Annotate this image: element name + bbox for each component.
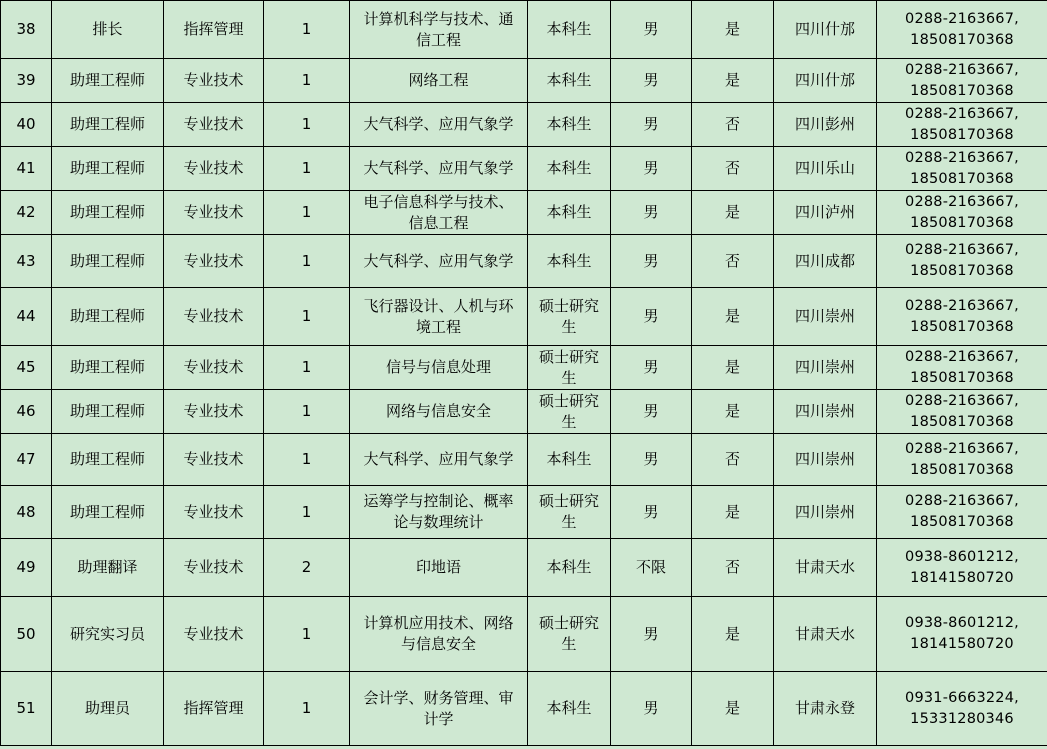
contact-phone-line: 18508170368 bbox=[910, 514, 1014, 530]
party-requirement-cell: 是 bbox=[692, 59, 774, 103]
major-requirement-line: 运筹学与控制论、概率 bbox=[363, 492, 514, 510]
degree-requirement-line: 本科生 bbox=[546, 251, 592, 270]
degree-requirement-line: 本科生 bbox=[546, 450, 592, 468]
table-row bbox=[1, 486, 1047, 539]
degree-requirement-cell bbox=[528, 235, 611, 288]
hire-count-cell: 1 bbox=[264, 346, 350, 390]
row-number-cell: 41 bbox=[1, 147, 52, 191]
degree-requirement-line: 硕士研究 bbox=[538, 492, 599, 510]
table-row bbox=[1, 390, 1047, 434]
contact-phone-line: 0288-2163667, bbox=[905, 149, 1019, 166]
contact-phone-line: 18508170368 bbox=[910, 126, 1014, 143]
position-type-cell: 专业技术 bbox=[164, 103, 264, 147]
gender-requirement-cell: 男 bbox=[611, 434, 692, 486]
degree-requirement-cell bbox=[528, 434, 611, 486]
gender-requirement-cell: 男 bbox=[611, 147, 692, 191]
major-requirement-cell bbox=[350, 539, 528, 597]
gender-requirement-cell: 男 bbox=[611, 597, 692, 672]
contact-phone-cell bbox=[877, 539, 1047, 597]
hire-count-cell: 1 bbox=[264, 597, 350, 672]
contact-phone-line: 0931-6663224, bbox=[905, 689, 1019, 706]
row-number-cell: 40 bbox=[1, 103, 52, 147]
party-requirement-cell: 否 bbox=[692, 539, 774, 597]
position-title-cell: 助理工程师 bbox=[52, 486, 164, 539]
major-requirement-line: 会计学、财务管理、审 bbox=[363, 688, 514, 707]
contact-phone-line: 0288-2163667, bbox=[905, 10, 1019, 27]
gender-requirement-cell: 男 bbox=[611, 672, 692, 746]
position-title-cell: 研究实习员 bbox=[52, 597, 164, 672]
party-requirement-cell: 是 bbox=[692, 288, 774, 346]
table-row bbox=[1, 235, 1047, 288]
position-type-cell: 指挥管理 bbox=[164, 672, 264, 746]
major-requirement-cell bbox=[350, 486, 528, 539]
work-location-cell: 四川什邡 bbox=[774, 59, 877, 103]
row-number-cell: 39 bbox=[1, 59, 52, 103]
gender-requirement-cell: 男 bbox=[611, 390, 692, 434]
contact-phone-cell bbox=[877, 390, 1047, 434]
position-type-cell: 专业技术 bbox=[164, 191, 264, 235]
contact-phone-line: 0288-2163667, bbox=[905, 105, 1019, 122]
position-type-cell: 专业技术 bbox=[164, 539, 264, 597]
party-requirement-cell: 是 bbox=[692, 486, 774, 539]
hire-count-cell: 1 bbox=[264, 1, 350, 59]
contact-phone-cell bbox=[877, 346, 1047, 390]
work-location-cell: 甘肃天水 bbox=[774, 597, 877, 672]
party-requirement-cell: 是 bbox=[692, 1, 774, 59]
degree-requirement-cell bbox=[528, 1, 611, 59]
major-requirement-line: 电子信息科学与技术、 bbox=[363, 192, 514, 211]
degree-requirement-cell bbox=[528, 486, 611, 539]
hire-count-cell: 2 bbox=[264, 539, 350, 597]
position-type-cell: 专业技术 bbox=[164, 59, 264, 103]
contact-phone-line: 18508170368 bbox=[910, 413, 1014, 430]
position-type-cell: 专业技术 bbox=[164, 486, 264, 539]
contact-phone-line: 0288-2163667, bbox=[905, 242, 1019, 258]
degree-requirement-cell bbox=[528, 346, 611, 390]
row-number-cell: 42 bbox=[1, 191, 52, 235]
degree-requirement-line: 硕士研究 bbox=[538, 391, 599, 410]
table-row bbox=[1, 191, 1047, 235]
contact-phone-line: 0288-2163667, bbox=[905, 348, 1019, 365]
position-title-cell: 助理工程师 bbox=[52, 59, 164, 103]
work-location-cell: 四川崇州 bbox=[774, 390, 877, 434]
position-title-cell: 助理工程师 bbox=[52, 390, 164, 434]
work-location-cell: 四川乐山 bbox=[774, 147, 877, 191]
degree-requirement-line: 生 bbox=[561, 635, 577, 653]
gender-requirement-cell: 男 bbox=[611, 288, 692, 346]
work-location-cell: 甘肃永登 bbox=[774, 672, 877, 746]
table-row bbox=[1, 434, 1047, 486]
contact-phone-line: 18141580720 bbox=[910, 569, 1014, 586]
hire-count-cell: 1 bbox=[264, 103, 350, 147]
contact-phone-line: 0288-2163667, bbox=[905, 392, 1019, 409]
table-row bbox=[1, 59, 1047, 103]
gender-requirement-cell: 不限 bbox=[611, 539, 692, 597]
work-location-cell: 四川成都 bbox=[774, 235, 877, 288]
major-requirement-cell bbox=[350, 147, 528, 191]
major-requirement-line: 计学 bbox=[423, 709, 454, 728]
gender-requirement-cell: 男 bbox=[611, 1, 692, 59]
position-title-cell: 助理员 bbox=[52, 672, 164, 746]
work-location-cell: 四川崇州 bbox=[774, 434, 877, 486]
row-number-cell: 46 bbox=[1, 390, 52, 434]
major-requirement-cell bbox=[350, 390, 528, 434]
degree-requirement-line: 本科生 bbox=[546, 159, 592, 177]
contact-phone-line: 18508170368 bbox=[910, 82, 1014, 99]
major-requirement-cell bbox=[350, 346, 528, 390]
gender-requirement-cell: 男 bbox=[611, 59, 692, 103]
contact-phone-line: 0288-2163667, bbox=[905, 440, 1019, 457]
major-requirement-line: 飞行器设计、人机与环 bbox=[363, 296, 514, 315]
hire-count-cell: 1 bbox=[264, 191, 350, 235]
degree-requirement-line: 生 bbox=[561, 368, 577, 387]
major-requirement-line: 印地语 bbox=[415, 558, 461, 576]
gender-requirement-cell: 男 bbox=[611, 235, 692, 288]
table-row bbox=[1, 1, 1047, 59]
contact-phone-line: 18508170368 bbox=[910, 263, 1014, 279]
degree-requirement-line: 生 bbox=[561, 513, 577, 531]
table-row bbox=[1, 103, 1047, 147]
hire-count-cell: 1 bbox=[264, 672, 350, 746]
major-requirement-line: 计算机科学与技术、通 bbox=[363, 9, 514, 28]
contact-phone-cell bbox=[877, 103, 1047, 147]
major-requirement-line: 大气科学、应用气象学 bbox=[363, 450, 514, 468]
work-location-cell: 四川崇州 bbox=[774, 486, 877, 539]
position-type-cell: 专业技术 bbox=[164, 147, 264, 191]
major-requirement-cell bbox=[350, 288, 528, 346]
position-type-cell: 指挥管理 bbox=[164, 1, 264, 59]
contact-phone-cell bbox=[877, 597, 1047, 672]
contact-phone-line: 18508170368 bbox=[910, 461, 1014, 478]
table-row bbox=[1, 672, 1047, 746]
contact-phone-cell bbox=[877, 59, 1047, 103]
position-title-cell: 助理翻译 bbox=[52, 539, 164, 597]
degree-requirement-line: 本科生 bbox=[546, 558, 592, 576]
major-requirement-cell bbox=[350, 597, 528, 672]
position-title-cell: 助理工程师 bbox=[52, 147, 164, 191]
major-requirement-cell bbox=[350, 59, 528, 103]
table-body bbox=[1, 1, 1047, 746]
hire-count-cell: 1 bbox=[264, 288, 350, 346]
party-requirement-cell: 否 bbox=[692, 103, 774, 147]
contact-phone-line: 0288-2163667, bbox=[905, 297, 1019, 314]
party-requirement-cell: 是 bbox=[692, 390, 774, 434]
gender-requirement-cell: 男 bbox=[611, 346, 692, 390]
party-requirement-cell: 是 bbox=[692, 672, 774, 746]
hire-count-cell: 1 bbox=[264, 147, 350, 191]
table-row bbox=[1, 539, 1047, 597]
position-type-cell: 专业技术 bbox=[164, 390, 264, 434]
contact-phone-line: 0938-8601212, bbox=[905, 615, 1019, 631]
contact-phone-line: 0288-2163667, bbox=[905, 61, 1019, 78]
work-location-cell: 四川崇州 bbox=[774, 346, 877, 390]
contact-phone-cell bbox=[877, 486, 1047, 539]
degree-requirement-cell bbox=[528, 597, 611, 672]
major-requirement-line: 信工程 bbox=[415, 30, 461, 49]
position-title-cell: 助理工程师 bbox=[52, 235, 164, 288]
degree-requirement-line: 硕士研究 bbox=[538, 614, 599, 632]
row-number-cell: 47 bbox=[1, 434, 52, 486]
work-location-cell: 四川崇州 bbox=[774, 288, 877, 346]
row-number-cell: 49 bbox=[1, 539, 52, 597]
major-requirement-line: 网络与信息安全 bbox=[385, 402, 491, 420]
table-row bbox=[1, 346, 1047, 390]
major-requirement-line: 境工程 bbox=[415, 317, 461, 336]
position-type-cell: 专业技术 bbox=[164, 288, 264, 346]
degree-requirement-cell bbox=[528, 390, 611, 434]
degree-requirement-cell bbox=[528, 288, 611, 346]
contact-phone-line: 18508170368 bbox=[910, 214, 1014, 231]
major-requirement-cell bbox=[350, 235, 528, 288]
contact-phone-line: 18508170368 bbox=[910, 318, 1014, 335]
position-title-cell: 助理工程师 bbox=[52, 434, 164, 486]
contact-phone-line: 0288-2163667, bbox=[905, 193, 1019, 210]
degree-requirement-cell bbox=[528, 103, 611, 147]
contact-phone-line: 18508170368 bbox=[910, 369, 1014, 386]
degree-requirement-cell bbox=[528, 59, 611, 103]
major-requirement-cell bbox=[350, 191, 528, 235]
major-requirement-line: 大气科学、应用气象学 bbox=[363, 159, 514, 177]
contact-phone-line: 18508170368 bbox=[910, 31, 1014, 48]
degree-requirement-cell bbox=[528, 672, 611, 746]
work-location-cell: 四川什邡 bbox=[774, 1, 877, 59]
major-requirement-line: 信号与信息处理 bbox=[385, 358, 491, 376]
contact-phone-cell bbox=[877, 1, 1047, 59]
major-requirement-line: 论与数理统计 bbox=[393, 513, 484, 531]
contact-phone-line: 0938-8601212, bbox=[905, 548, 1019, 565]
degree-requirement-cell bbox=[528, 539, 611, 597]
party-requirement-cell: 是 bbox=[692, 191, 774, 235]
major-requirement-cell bbox=[350, 434, 528, 486]
party-requirement-cell: 否 bbox=[692, 235, 774, 288]
degree-requirement-line: 本科生 bbox=[546, 203, 592, 221]
hire-count-cell: 1 bbox=[264, 235, 350, 288]
degree-requirement-line: 本科生 bbox=[546, 699, 592, 717]
party-requirement-cell: 是 bbox=[692, 597, 774, 672]
degree-requirement-line: 生 bbox=[561, 412, 577, 431]
contact-phone-cell bbox=[877, 672, 1047, 746]
contact-phone-line: 15331280346 bbox=[910, 710, 1014, 727]
contact-phone-line: 0288-2163667, bbox=[905, 493, 1019, 509]
degree-requirement-cell bbox=[528, 147, 611, 191]
table-row bbox=[1, 147, 1047, 191]
position-title-cell: 助理工程师 bbox=[52, 346, 164, 390]
degree-requirement-line: 本科生 bbox=[546, 20, 592, 38]
contact-phone-line: 18508170368 bbox=[910, 170, 1014, 187]
work-location-cell: 四川彭州 bbox=[774, 103, 877, 147]
degree-requirement-line: 硕士研究 bbox=[538, 347, 599, 366]
major-requirement-line: 网络工程 bbox=[408, 71, 469, 89]
major-requirement-line: 计算机应用技术、网络 bbox=[363, 614, 514, 632]
contact-phone-line: 18141580720 bbox=[910, 636, 1014, 652]
position-title-cell: 助理工程师 bbox=[52, 191, 164, 235]
gender-requirement-cell: 男 bbox=[611, 486, 692, 539]
degree-requirement-line: 本科生 bbox=[546, 71, 592, 89]
party-requirement-cell: 否 bbox=[692, 434, 774, 486]
row-number-cell: 45 bbox=[1, 346, 52, 390]
contact-phone-cell bbox=[877, 434, 1047, 486]
major-requirement-line: 大气科学、应用气象学 bbox=[363, 115, 514, 133]
major-requirement-cell bbox=[350, 103, 528, 147]
major-requirement-line: 信息工程 bbox=[408, 213, 469, 232]
table-row bbox=[1, 597, 1047, 672]
position-type-cell: 专业技术 bbox=[164, 434, 264, 486]
hire-count-cell: 1 bbox=[264, 434, 350, 486]
row-number-cell: 43 bbox=[1, 235, 52, 288]
hire-count-cell: 1 bbox=[264, 390, 350, 434]
party-requirement-cell: 是 bbox=[692, 346, 774, 390]
degree-requirement-line: 本科生 bbox=[546, 115, 592, 133]
position-title-cell: 排长 bbox=[52, 1, 164, 59]
row-number-cell: 38 bbox=[1, 1, 52, 59]
contact-phone-cell bbox=[877, 235, 1047, 288]
position-type-cell: 专业技术 bbox=[164, 346, 264, 390]
table-row bbox=[1, 288, 1047, 346]
row-number-cell: 51 bbox=[1, 672, 52, 746]
degree-requirement-cell bbox=[528, 191, 611, 235]
gender-requirement-cell: 男 bbox=[611, 103, 692, 147]
major-requirement-line: 大气科学、应用气象学 bbox=[363, 251, 514, 270]
row-number-cell: 44 bbox=[1, 288, 52, 346]
position-type-cell: 专业技术 bbox=[164, 235, 264, 288]
position-title-cell: 助理工程师 bbox=[52, 288, 164, 346]
position-title-cell: 助理工程师 bbox=[52, 103, 164, 147]
work-location-cell: 四川泸州 bbox=[774, 191, 877, 235]
contact-phone-cell bbox=[877, 147, 1047, 191]
degree-requirement-line: 硕士研究 bbox=[538, 296, 599, 315]
hire-count-cell: 1 bbox=[264, 59, 350, 103]
hire-count-cell: 1 bbox=[264, 486, 350, 539]
major-requirement-line: 与信息安全 bbox=[400, 635, 476, 653]
party-requirement-cell: 否 bbox=[692, 147, 774, 191]
major-requirement-cell bbox=[350, 672, 528, 746]
major-requirement-cell bbox=[350, 1, 528, 59]
position-type-cell: 专业技术 bbox=[164, 597, 264, 672]
gender-requirement-cell: 男 bbox=[611, 191, 692, 235]
row-number-cell: 48 bbox=[1, 486, 52, 539]
work-location-cell: 甘肃天水 bbox=[774, 539, 877, 597]
contact-phone-cell bbox=[877, 191, 1047, 235]
contact-phone-cell bbox=[877, 288, 1047, 346]
degree-requirement-line: 生 bbox=[561, 317, 577, 336]
row-number-cell: 50 bbox=[1, 597, 52, 672]
